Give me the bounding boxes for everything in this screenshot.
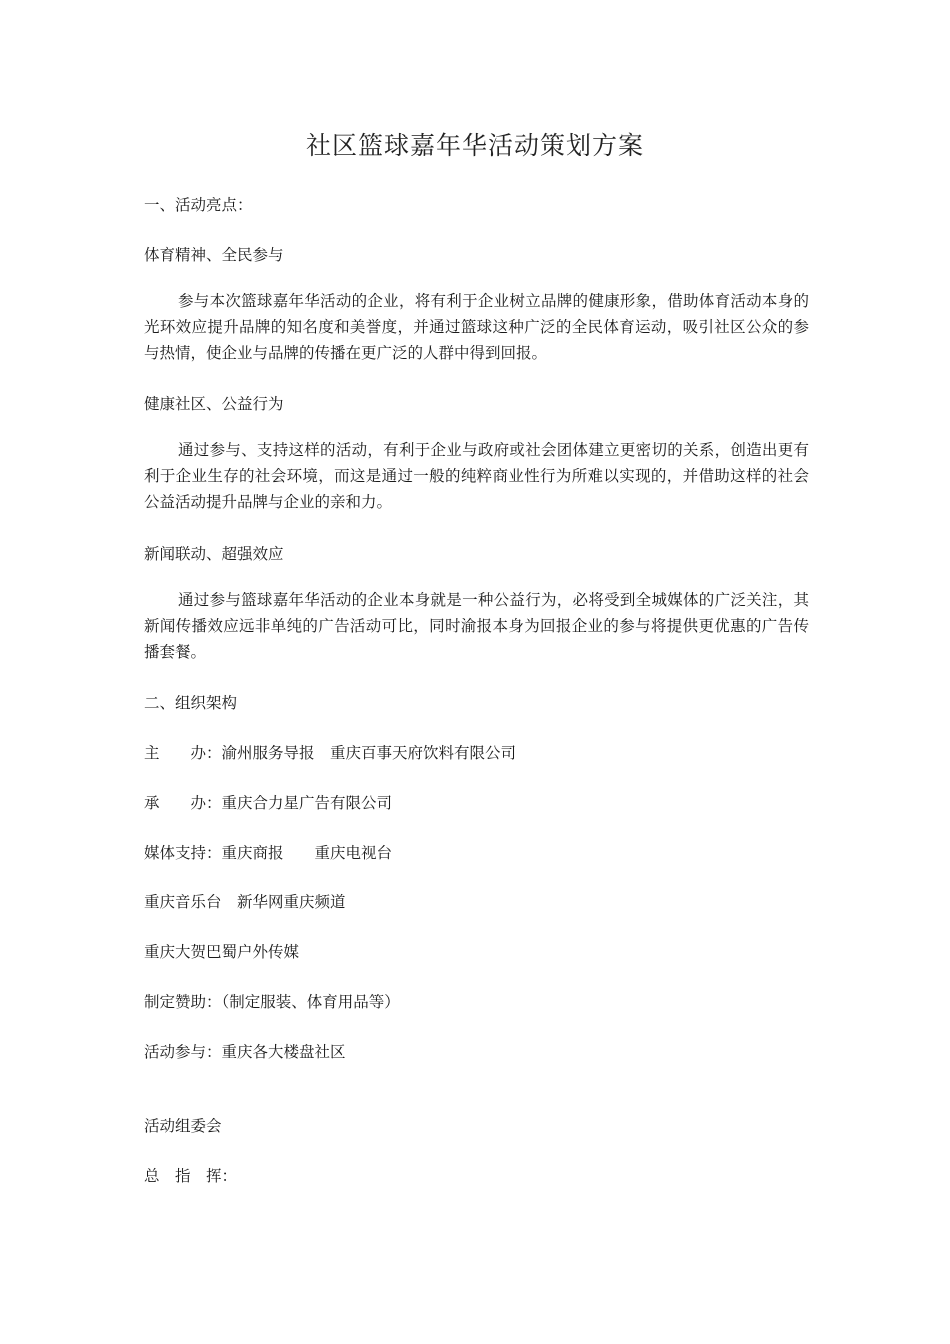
paragraph-healthy-community: 通过参与、支持这样的活动，有利于企业与政府或社会团体建立更密切的关系，创造出更有利于企业生存的社会环境，而这是通过一般的纯粹商业性行为所难以实现的，并借助这样的社会公益活动提升品牌与企业的亲和力。	[144, 441, 809, 511]
media-support-line-2: 重庆音乐台 新华网重庆频道	[144, 893, 346, 911]
media-support-line-3: 重庆大贺巴蜀户外传媒	[144, 943, 300, 961]
section-heading-organization: 二、组织架构	[144, 694, 238, 712]
section-heading-highlights: 一、活动亮点：	[144, 196, 253, 214]
media-support-line: 媒体支持：重庆商报 重庆电视台	[144, 844, 393, 862]
paragraph-news-linkage: 通过参与篮球嘉年华活动的企业本身就是一种公益行为，必将受到全城媒体的广泛关注，其新闻传播效应远非单纯的广告活动可比，同时渝报本身为回报企业的参与将提供更优惠的广告传播套餐。	[144, 591, 809, 661]
director-line: 总 指 挥：	[144, 1167, 238, 1185]
subheading-news-linkage: 新闻联动、超强效应	[144, 545, 284, 563]
organizer-line: 承 办：重庆合力星广告有限公司	[144, 794, 393, 812]
paragraph-sports-spirit: 参与本次篮球嘉年华活动的企业，将有利于企业树立品牌的健康形象，借助体育活动本身的光环效应提升品牌的知名度和美誉度，并通过篮球这种广泛的全民体育运动，吸引社区公众的参与热情，使企业与品牌的传播在更广泛的人群中得到回报。	[144, 292, 809, 362]
sponsor-line: 制定赞助：（制定服装、体育用品等）	[144, 993, 400, 1011]
committee-heading: 活动组委会	[144, 1117, 222, 1135]
subheading-sports-spirit: 体育精神、全民参与	[144, 246, 284, 264]
subheading-healthy-community: 健康社区、公益行为	[144, 395, 284, 413]
host-line: 主 办：渝州服务导报 重庆百事天府饮料有限公司	[144, 744, 517, 762]
document-title: 社区篮球嘉年华活动策划方案	[305, 131, 644, 160]
participants-line: 活动参与：重庆各大楼盘社区	[144, 1043, 346, 1061]
